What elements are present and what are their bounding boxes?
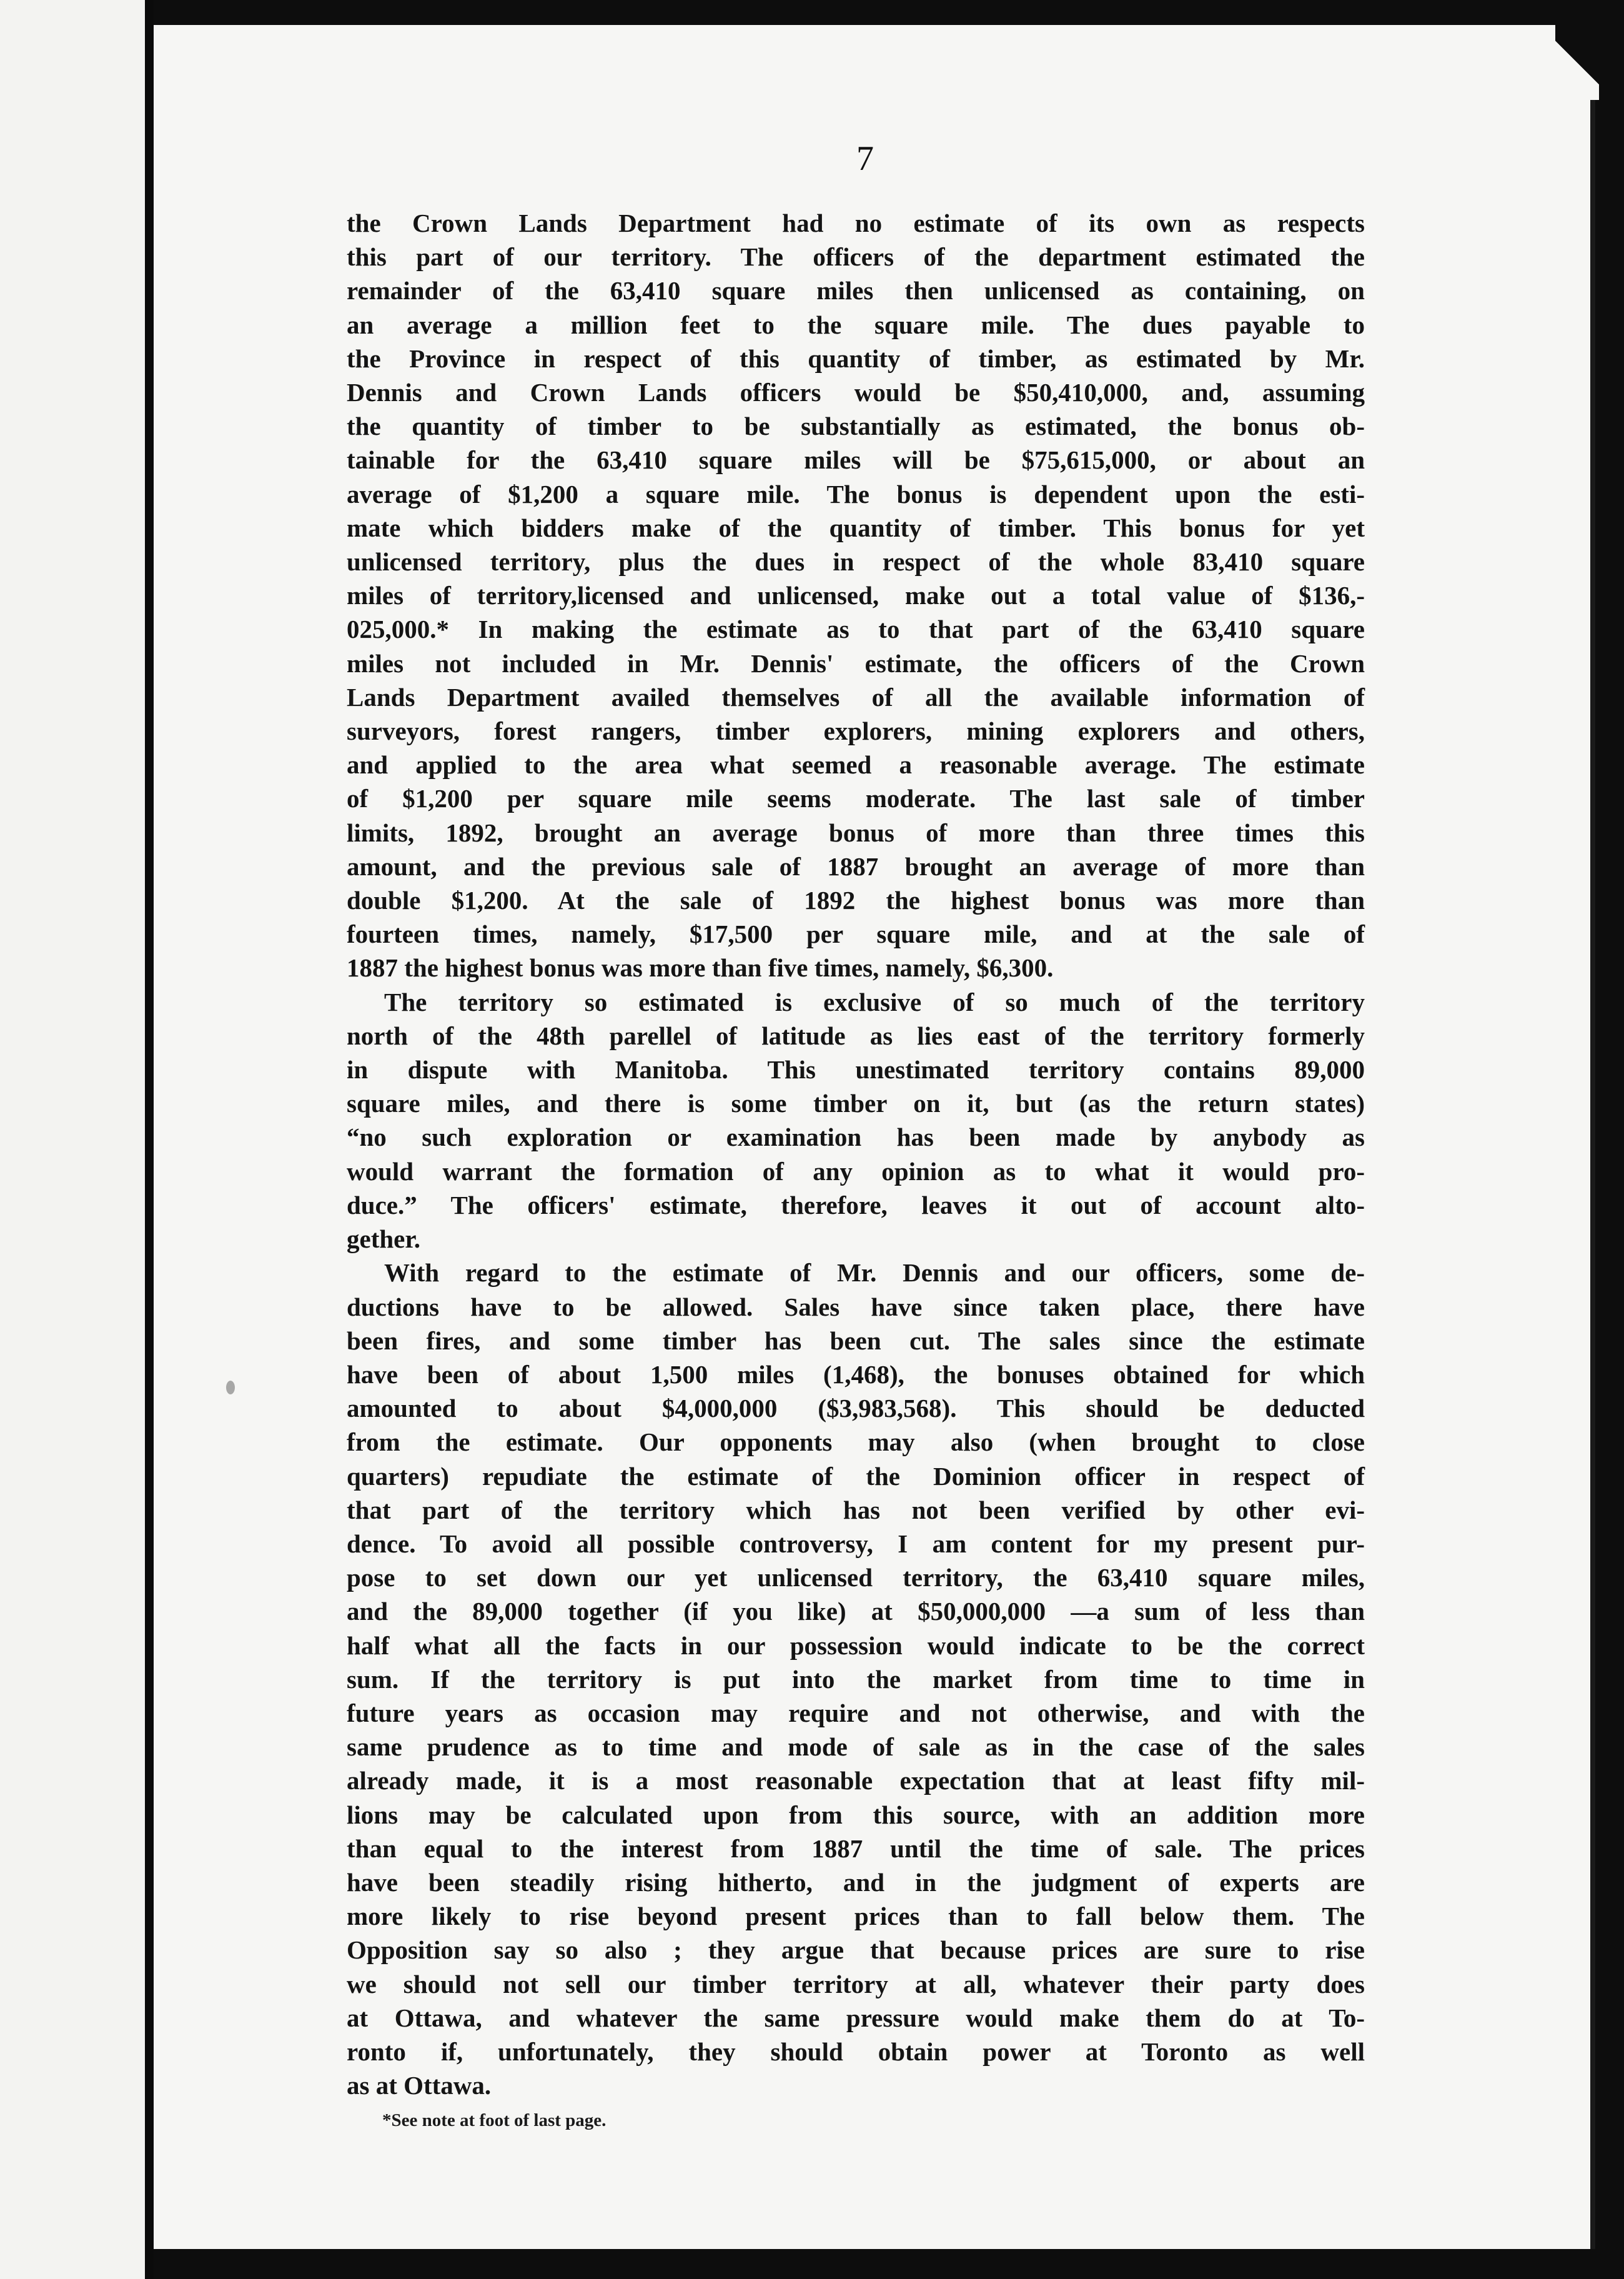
text-line: the quantity of timber to be substantially as estimated, the bonus ob- — [347, 412, 1365, 441]
text-line: at Ottawa, and whatever the same pressure would make them do at To- — [347, 2003, 1365, 2032]
text-line: Dennis and Crown Lands officers would be $50,410,000, and, assuming — [347, 378, 1365, 407]
text-line: ronto if, unfortunately, they should obtain power at Toronto as well — [347, 2037, 1365, 2066]
text-line: future years as occasion may require and not otherwise, and with the — [347, 1698, 1365, 1727]
text-line: Opposition say so also ; they argue that because prices are sure to rise — [347, 1935, 1365, 1965]
text-line: of $1,200 per square mile seems moderate. The last sale of timber — [347, 784, 1365, 813]
text-line: mate which bidders make of the quantity of timber. This bonus for yet — [347, 513, 1365, 542]
paragraph-1 — [347, 206, 1365, 985]
text-line: tainable for the 63,410 square miles will be $75,615,000, or about an — [347, 445, 1365, 475]
text-line: dence. To avoid all possible controversy, I am content for my present pur- — [347, 1529, 1365, 1558]
text-line: pose to set down our yet unlicensed territory, the 63,410 square miles, — [347, 1563, 1365, 1592]
text-line: remainder of the 63,410 square miles then unlicensed as containing, on — [347, 276, 1365, 305]
text-line: and the 89,000 together (if you like) at $50,000,000 —a sum of less than — [347, 1597, 1365, 1626]
text-line: Lands Department availed themselves of all the available information of — [347, 682, 1365, 712]
text-line: as at Ottawa. — [347, 2071, 492, 2100]
text-line: unlicensed territory, plus the dues in respect of the whole 83,410 square — [347, 547, 1365, 577]
top-scan-border — [0, 0, 1624, 25]
text-line: sum. If the territory is put into the market from time to time in — [347, 1664, 1365, 1694]
paragraph-3 — [347, 1256, 1365, 2102]
text-line: half what all the facts in our possession would indicate to be the correct — [347, 1631, 1365, 1660]
text-line: have been of about 1,500 miles (1,468), the bonuses obtained for which — [347, 1359, 1365, 1389]
text-line: quarters) repudiate the estimate of the Dominion officer in respect of — [347, 1461, 1365, 1491]
text-line: duce.” The officers' estimate, therefore, leaves it out of account alto- — [347, 1190, 1365, 1219]
text-line: ductions have to be allowed. Sales have since taken place, there have — [347, 1292, 1365, 1321]
text-line: would warrant the formation of any opinion as to what it would pro- — [347, 1156, 1365, 1186]
text-line: double $1,200. At the sale of 1892 the highest bonus was more than — [347, 886, 1365, 915]
text-line: this part of our territory. The officers of the department estimated the — [347, 242, 1365, 272]
gutter-shadow — [145, 0, 154, 2279]
body-text — [347, 206, 1365, 2102]
facing-page-edge — [0, 0, 145, 2279]
text-line: fourteen times, namely, $17,500 per square mile, and at the sale of — [347, 920, 1365, 949]
text-line: the Province in respect of this quantity of timber, as estimated by Mr. — [347, 344, 1365, 373]
ink-speck — [226, 1381, 235, 1394]
text-line: from the estimate. Our opponents may also (when brought to close — [347, 1427, 1365, 1457]
text-line: lions may be calculated upon from this source, with an addition more — [347, 1800, 1365, 1829]
text-line: The territory so estimated is exclusive of so much of the territory — [384, 987, 1365, 1016]
text-line: gether. — [347, 1224, 421, 1254]
text-line: miles not included in Mr. Dennis' estimate, the officers of the Crown — [347, 648, 1365, 678]
bottom-scan-border — [154, 2249, 1624, 2279]
text-line: been fires, and some timber has been cut. The sales since the estimate — [347, 1326, 1365, 1355]
text-line: “no such exploration or examination has been made by anybody as — [347, 1123, 1365, 1152]
text-line: have been steadily rising hitherto, and in the judgment of experts are — [347, 1867, 1365, 1897]
text-line: north of the 48th parellel of latitude as lies east of the territory formerly — [347, 1021, 1365, 1050]
text-line: average of $1,200 a square mile. The bonus is dependent upon the esti- — [347, 479, 1365, 509]
text-line: square miles, and there is some timber on it, but (as the return states) — [347, 1089, 1365, 1118]
text-line: 1887 the highest bonus was more than five times, namely, $6,300. — [347, 953, 1054, 983]
text-line: surveyors, forest rangers, timber explorers, mining explorers and others, — [347, 717, 1365, 746]
paragraph-2 — [347, 985, 1365, 1256]
text-line: and applied to the area what seemed a reasonable average. The estimate — [347, 750, 1365, 780]
text-line: same prudence as to time and mode of sale as in the case of the sales — [347, 1732, 1365, 1762]
text-line: limits, 1892, brought an average bonus of more than three times this — [347, 818, 1365, 847]
text-line: that part of the territory which has not been verified by other evi- — [347, 1495, 1365, 1524]
text-line: amounted to about $4,000,000 ($3,983,568). This should be deducted — [347, 1394, 1365, 1423]
text-line: the Crown Lands Department had no estimate of its own as respects — [347, 209, 1365, 237]
footnote: *See note at foot of last page. — [382, 2110, 607, 2130]
text-line: an average a million feet to the square mile. The dues payable to — [347, 310, 1365, 339]
text-line: than equal to the interest from 1887 until the time of sale. The prices — [347, 1834, 1365, 1863]
text-line: more likely to rise beyond present prices than to fall below them. The — [347, 1902, 1365, 1931]
text-line: amount, and the previous sale of 1887 brought an average of more than — [347, 852, 1365, 881]
text-line: miles of territory,licensed and unlicensed, make out a total value of $136,- — [347, 581, 1365, 610]
corner-fold — [1555, 25, 1599, 100]
text-line: 025,000.* In making the estimate as to that part of the 63,410 square — [347, 615, 1365, 644]
text-line: we should not sell our timber territory at all, whatever their party does — [347, 1969, 1365, 1998]
text-line: With regard to the estimate of Mr. Dennis and our officers, some de- — [384, 1258, 1365, 1288]
page-number: 7 — [856, 139, 874, 178]
text-line: in dispute with Manitoba. This unestimated territory contains 89,000 — [347, 1055, 1365, 1085]
text-line: already made, it is a most reasonable expectation that at least fifty mil- — [347, 1766, 1365, 1795]
